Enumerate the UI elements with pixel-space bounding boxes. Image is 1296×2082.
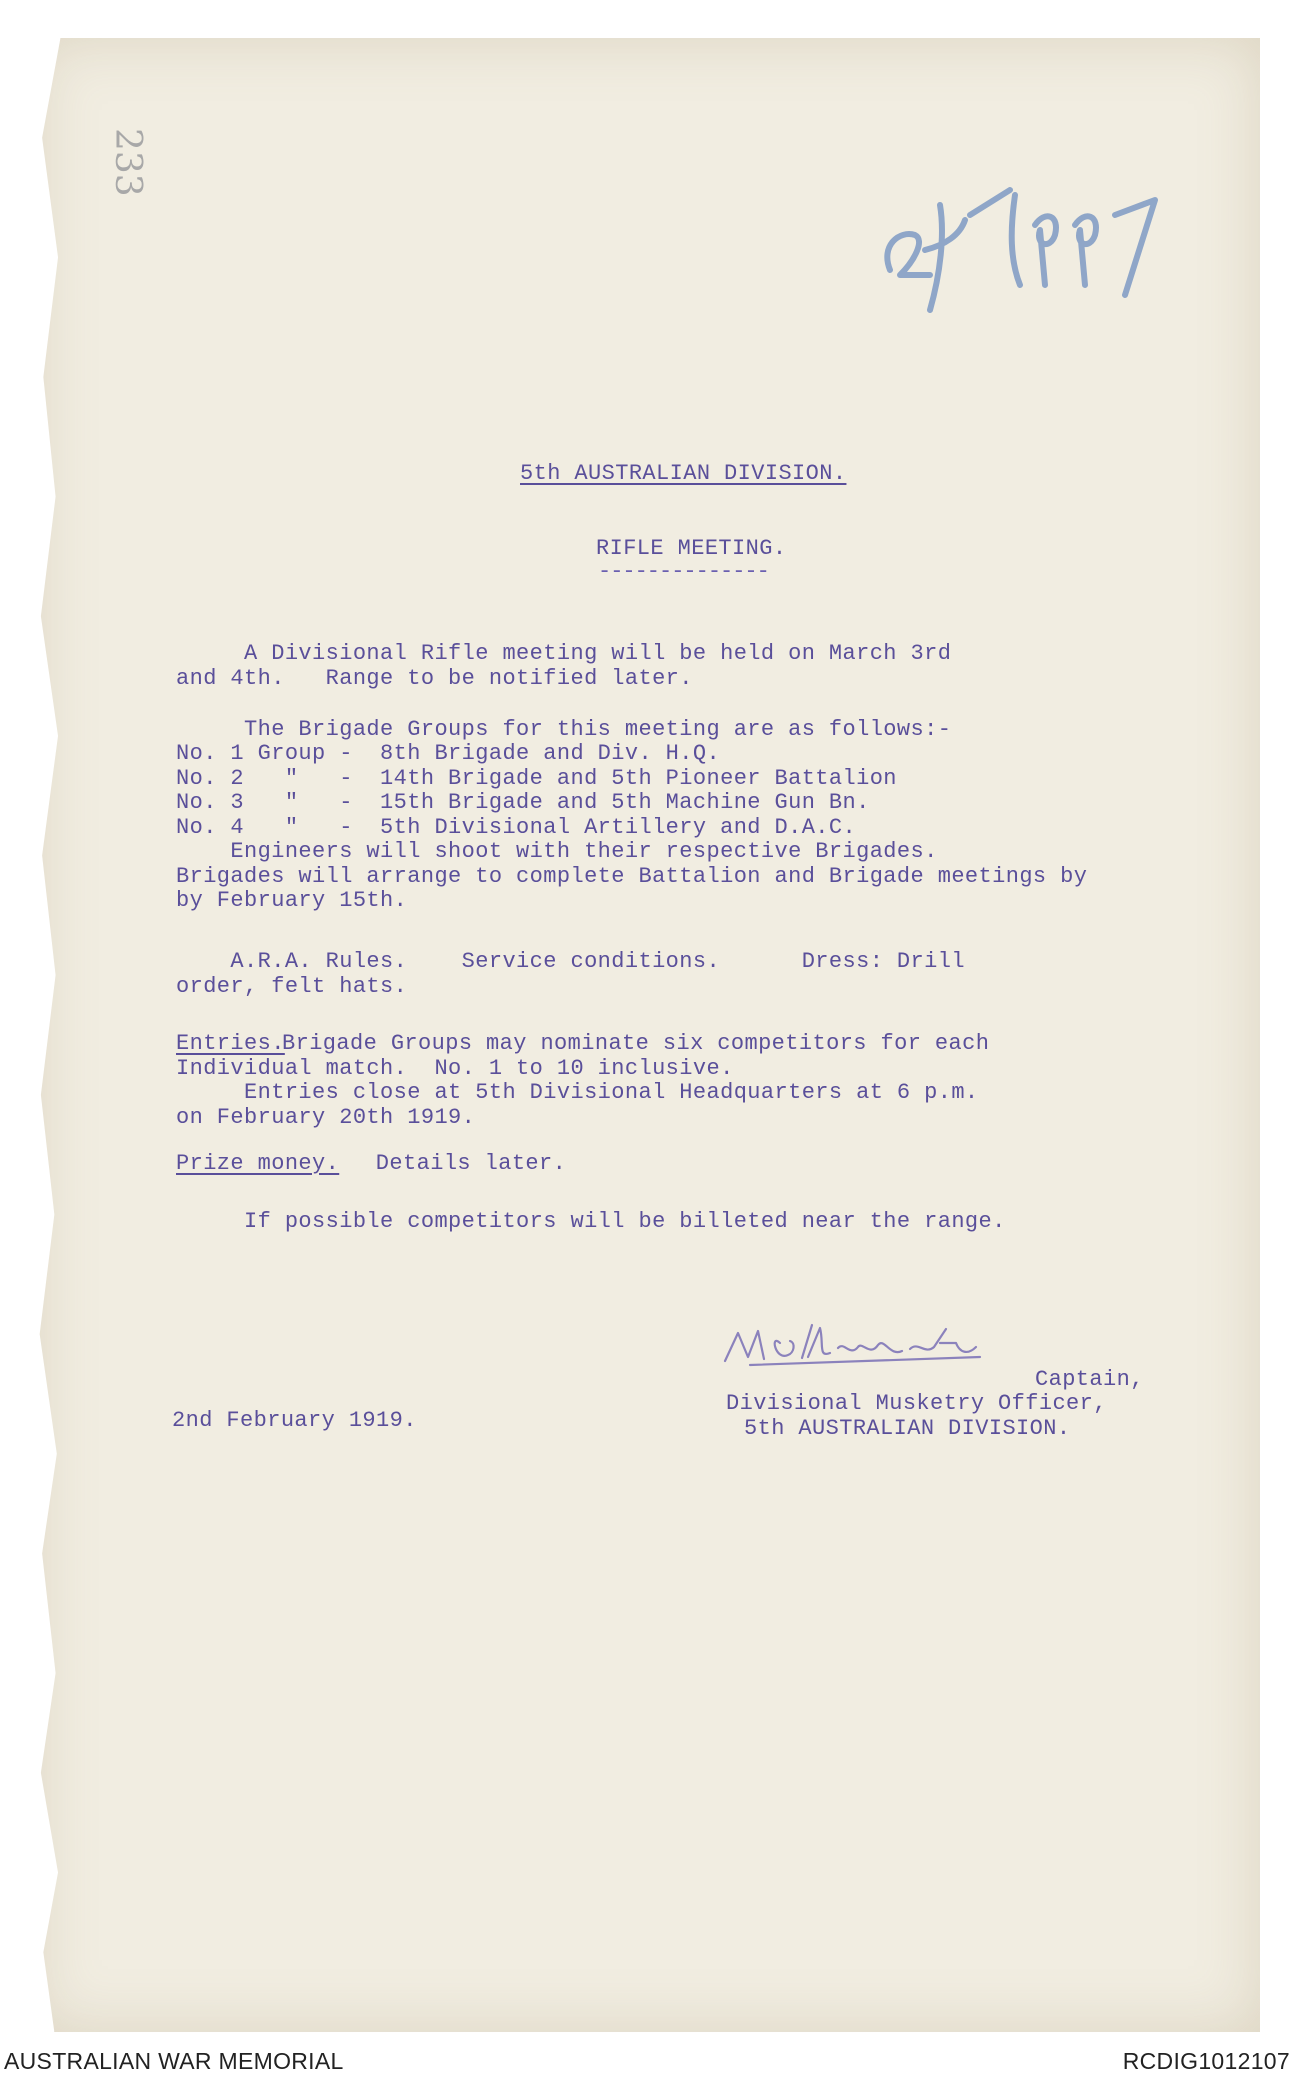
prize-label: Prize money. xyxy=(176,1151,340,1176)
rules-paragraph: A.R.A. Rules. Service conditions. Dress: Drill order, felt hats. xyxy=(176,949,965,999)
prize-text: Details later. xyxy=(335,1151,567,1176)
entries-paragraph: Brigade Groups may nominate six competitors for each Individual match. No. 1 to 10 inclusive. Entries close at 5th Divisional Headquarters at 6 p.m. on February 20th 1919. xyxy=(176,1031,990,1130)
intro-paragraph: A Divisional Rifle meeting will be held on March 3rd and 4th. Range to be notified later. xyxy=(176,641,952,691)
footer-institution: AUSTRALIAN WAR MEMORIAL xyxy=(4,2048,344,2074)
entries-label: Entries. xyxy=(176,1031,285,1056)
signatory-rank: Captain, xyxy=(1035,1367,1144,1392)
group-line: No. 4 " - 5th Divisional Artillery and D.A.C. xyxy=(176,815,857,840)
group-line: No. 2 " - 14th Brigade and 5th Pioneer Battalion xyxy=(176,766,897,791)
document-subheading: RIFLE MEETING. xyxy=(596,536,787,561)
folio-number: 233 xyxy=(107,128,148,197)
document-heading: 5th AUSTRALIAN DIVISION. xyxy=(520,461,847,486)
footer-catalog-id: RCDIG1012107 xyxy=(1122,2048,1290,2074)
pencil-annotation xyxy=(870,175,1180,315)
signatory-title: Divisional Musketry Officer, xyxy=(726,1391,1107,1416)
document-date: 2nd February 1919. xyxy=(172,1408,417,1433)
signature xyxy=(720,1313,1020,1373)
signatory-unit: 5th AUSTRALIAN DIVISION. xyxy=(744,1416,1071,1441)
subheading-rule: -------------- xyxy=(598,559,769,584)
group-line: No. 1 Group - 8th Brigade and Div. H.Q. xyxy=(176,741,721,766)
billet-paragraph: If possible competitors will be billeted near the range. xyxy=(176,1209,1006,1234)
engineers-paragraph: Engineers will shoot with their respective Brigades. Brigades will arrange to complete Battalion and Brigade meetings by by February 15th. xyxy=(176,839,1088,913)
groups-intro: The Brigade Groups for this meeting are as follows:- xyxy=(176,717,952,742)
group-line: No. 3 " - 15th Brigade and 5th Machine Gun Bn. xyxy=(176,790,870,815)
